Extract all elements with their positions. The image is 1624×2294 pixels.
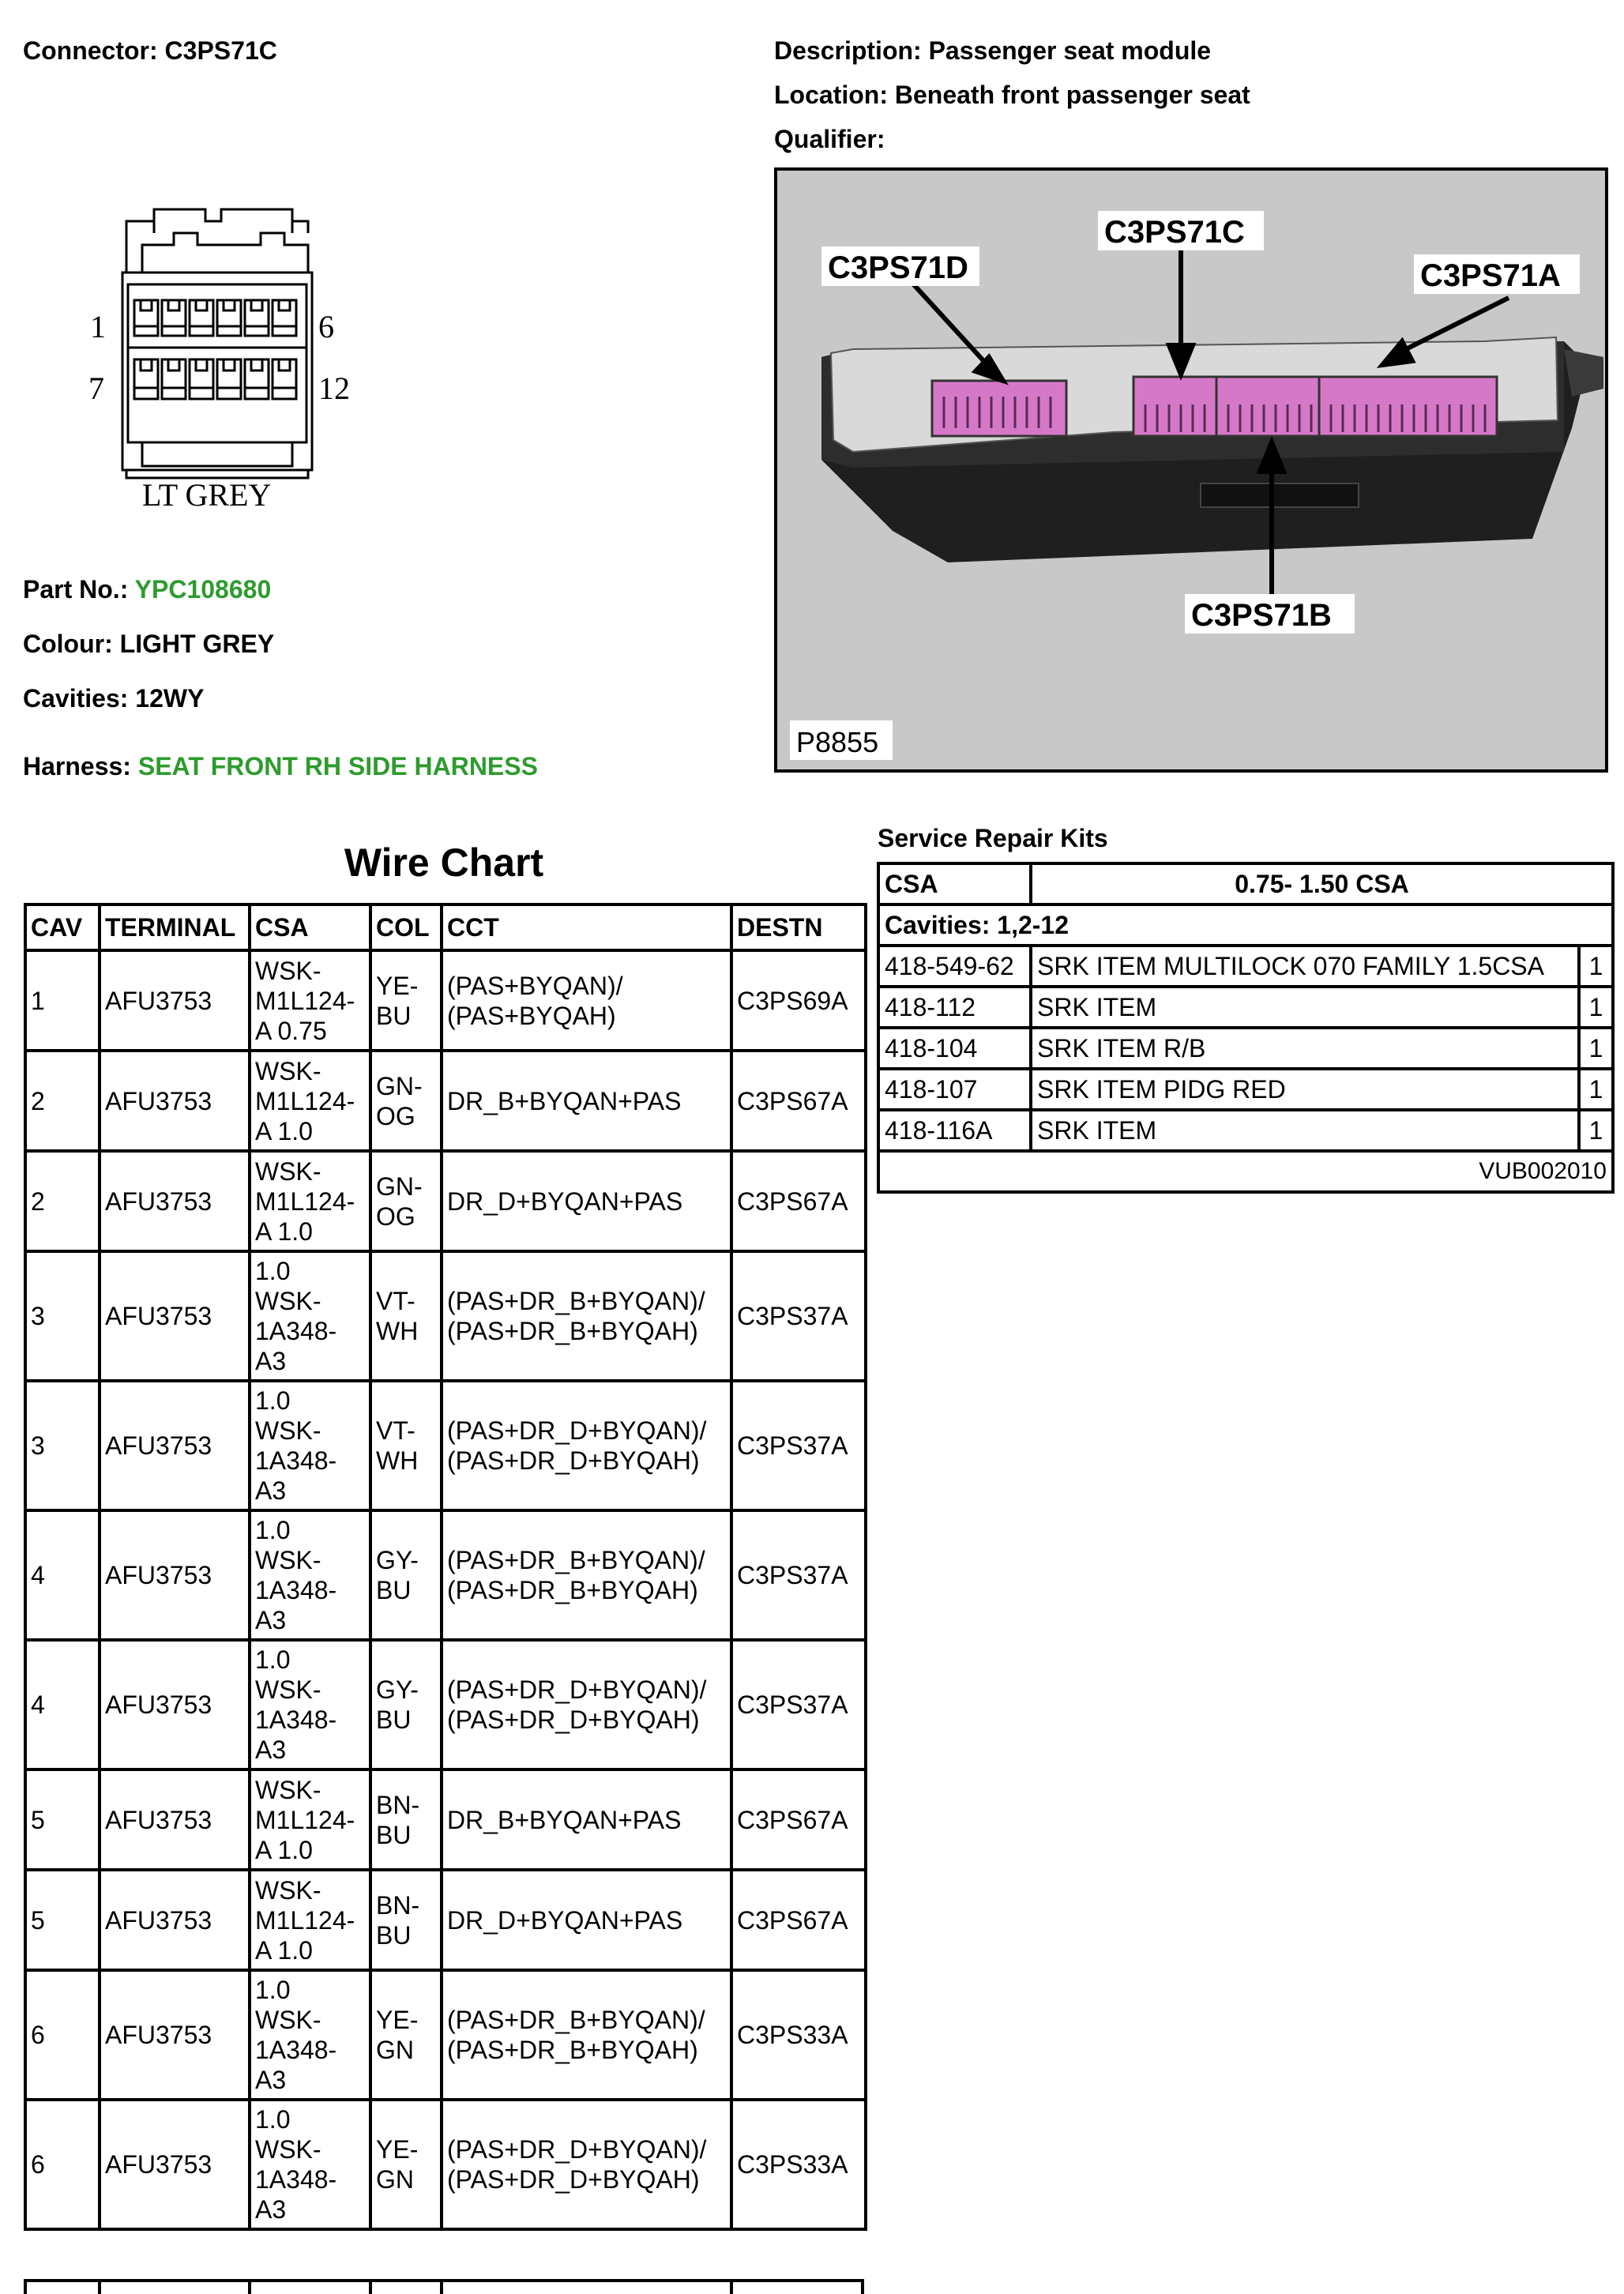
cell-csa-line: M1L124- [255, 986, 355, 1015]
srk-qty: 1 [1579, 1069, 1613, 1110]
location-value: Beneath front passenger seat [894, 81, 1250, 109]
cell-csa-line: 1.0 [255, 1645, 291, 1674]
cell-col-line: BU [376, 1576, 412, 1604]
srk-kit-row [878, 987, 1613, 1028]
cell-cav: 4 [25, 1640, 100, 1769]
cell-col [370, 1381, 442, 1510]
cell-cav: 5 [25, 1870, 100, 1970]
cell-csa-line: 1A348- [255, 2165, 337, 2194]
table-row [25, 1251, 866, 1381]
cell-cct-line: (PAS+DR_B+BYQAN)/ [447, 2006, 705, 2034]
cell-col [370, 1510, 442, 1640]
cell-col [370, 1051, 442, 1151]
table-row [25, 1381, 866, 1510]
cell-csa-line: WSK- [255, 2135, 321, 2164]
cell-cct-line: (PAS+DR_D+BYQAH) [447, 1705, 700, 1734]
cell-cct [442, 1251, 731, 1381]
cell-cct-line: (PAS+BYQAN)/ [447, 971, 623, 1000]
cell-csa-line: 1A348- [255, 2036, 337, 2064]
cell-csa-line: 1.0 [255, 2105, 291, 2134]
cell-csa-line: A 0.75 [255, 1016, 327, 1045]
cell-col-line: GY- [376, 1546, 419, 1574]
cell-terminal: AFU3753 [100, 1381, 250, 1510]
cell-cct [442, 1870, 731, 1970]
cell-csa-line: A3 [255, 2066, 287, 2094]
cell-cct-line: (PAS+BYQAH) [447, 1001, 616, 1030]
cell-cct-line: (PAS+DR_D+BYQAH) [447, 1446, 700, 1475]
table-row [25, 1151, 866, 1251]
connector-d [932, 381, 1066, 436]
cell-cct-line: (PAS+DR_D+BYQAN)/ [447, 2135, 707, 2164]
qualifier-label: Qualifier: [774, 125, 885, 153]
cell-destn: C3PS33A [731, 1970, 866, 2100]
cell-destn: C3PS37A [731, 1251, 866, 1381]
cell-csa-line: WSK- [255, 1775, 321, 1804]
cell-col-line: BU [376, 1705, 412, 1734]
srk-desc: SRK ITEM PIDG RED [1031, 1069, 1579, 1110]
cell-csa-line: A3 [255, 1736, 287, 1764]
cell-terminal: AFU3753 [100, 1251, 250, 1381]
callout-c3ps71a: C3PS71A [1420, 258, 1561, 293]
col-header-cav: CAV [25, 904, 100, 950]
cell-cct-line: (PAS+DR_B+BYQAH) [447, 1317, 698, 1345]
colour-label: Colour: [23, 630, 113, 658]
col-header-csa: CSA [250, 904, 370, 950]
cell-col-line: VT- [376, 1416, 415, 1445]
pin-label-1: 1 [90, 309, 106, 344]
pin-label-7: 7 [88, 370, 104, 406]
cell-csa-line: 1.0 [255, 1516, 291, 1544]
cell-csa [250, 950, 370, 1051]
cell-destn: C3PS37A [731, 1510, 866, 1640]
cell-destn: C3PS67A [731, 1051, 866, 1151]
cell-csa-line: A 1.0 [255, 1835, 313, 1864]
pin-label-6: 6 [318, 309, 334, 344]
cell-csa-line: M1L124- [255, 1086, 355, 1115]
cell-col-line: BU [376, 1820, 412, 1849]
cell-csa-line: M1L124- [255, 1905, 355, 1935]
cell-col [370, 950, 442, 1051]
cell-cav: 4 [25, 1510, 100, 1640]
cell-csa-line: 1A348- [255, 1317, 337, 1345]
cell-csa-line: WSK- [255, 1287, 321, 1315]
cell-csa-line: A3 [255, 2195, 287, 2224]
cell-csa [250, 1769, 370, 1870]
cell-cct [442, 1051, 731, 1151]
cell-cct [442, 950, 731, 1051]
srk-desc: SRK ITEM MULTILOCK 070 FAMILY 1.5CSA [1031, 946, 1579, 987]
cell-cav: 6 [25, 1970, 100, 2100]
cell-cav: 5 [25, 1769, 100, 1870]
cell-cav: 1 [25, 950, 100, 1051]
cell-col [370, 1640, 442, 1769]
cell-csa [250, 1970, 370, 2100]
cavities-line [23, 684, 204, 713]
cell-csa-line: A3 [255, 1606, 287, 1634]
cell-col [370, 1769, 442, 1870]
cell-terminal: AFU3753 [100, 950, 250, 1051]
cell-csa-line: WSK- [255, 1156, 321, 1186]
cell-cct-line: (PAS+DR_D+BYQAN)/ [447, 1416, 707, 1445]
srk-csa-row [878, 863, 1613, 904]
cell-csa [250, 1510, 370, 1640]
cell-col-line: GN- [376, 1171, 423, 1201]
cell-col [370, 2100, 442, 2229]
cell-cct-line: (PAS+DR_B+BYQAN)/ [447, 1287, 705, 1315]
srk-reference-row [878, 1151, 1613, 1192]
cell-csa [250, 1151, 370, 1251]
cell-col-line: GY- [376, 1675, 419, 1704]
cell-terminal: AFU3753 [100, 1640, 250, 1769]
cavities-value: 12WY [135, 684, 205, 713]
cell-cav: 6 [25, 2100, 100, 2229]
srk-part: 418-116A [878, 1110, 1031, 1151]
cell-cct-line: DR_D+BYQAN+PAS [447, 1186, 683, 1216]
connector-bca [1133, 377, 1497, 436]
cell-destn: C3PS67A [731, 1151, 866, 1251]
location-line [774, 81, 1250, 110]
cell-cct [442, 2100, 731, 2229]
cell-col-line: YE- [376, 971, 419, 1000]
cell-col-line: YE- [376, 2006, 419, 2034]
cell-csa-line: 1.0 [255, 1976, 291, 2004]
cell-cav: 2 [25, 1051, 100, 1151]
cell-col-line: GN [376, 2165, 414, 2194]
callout-c3ps71d: C3PS71D [828, 250, 968, 285]
colour-line [23, 630, 274, 659]
location-image [774, 167, 1608, 773]
cell-destn: C3PS37A [731, 1640, 866, 1769]
cell-csa-line: WSK- [255, 1546, 321, 1574]
table-row [25, 1051, 866, 1151]
cell-destn: C3PS67A [731, 1870, 866, 1970]
description-label: Description: [774, 36, 922, 65]
srk-part: 418-549-62 [878, 946, 1031, 987]
cell-csa-line: 1A348- [255, 1446, 337, 1475]
cell-col-line: BN- [376, 1890, 420, 1920]
srk-csa-label: CSA [878, 863, 1031, 904]
cell-terminal: AFU3753 [100, 1510, 250, 1640]
cell-csa-line: A 1.0 [255, 1935, 313, 1965]
harness-line [23, 752, 538, 781]
cell-destn: C3PS37A [731, 1381, 866, 1510]
cell-col-line: OG [376, 1101, 415, 1130]
wire-chart-table [24, 903, 867, 2231]
cell-cct-line: (PAS+DR_D+BYQAH) [447, 2165, 700, 2194]
cell-cct [442, 1510, 731, 1640]
cell-csa-line: 1.0 [255, 1386, 291, 1415]
cell-cct-line: (PAS+DR_B+BYQAN)/ [447, 1546, 705, 1574]
srk-qty: 1 [1579, 946, 1613, 987]
table-row [25, 1510, 866, 1640]
wire-chart-header-row [25, 904, 866, 950]
cell-csa-line: WSK- [255, 1056, 321, 1085]
srk-desc: SRK ITEM [1031, 1110, 1579, 1151]
cell-cct [442, 1769, 731, 1870]
cell-cav: 3 [25, 1251, 100, 1381]
cell-cav: 3 [25, 1381, 100, 1510]
callout-c3ps71b: C3PS71B [1191, 598, 1332, 633]
cell-terminal: AFU3753 [100, 2100, 250, 2229]
cell-csa-line: WSK- [255, 1675, 321, 1704]
cell-col-line: WH [376, 1317, 419, 1345]
connector-label: Connector: [23, 36, 158, 65]
cell-csa-line: WSK- [255, 1416, 321, 1445]
srk-qty: 1 [1579, 1028, 1613, 1069]
cell-col-line: YE- [376, 2135, 419, 2164]
connector-face-drawing [79, 201, 379, 517]
srk-kit-row [878, 1069, 1613, 1110]
cell-cct [442, 1151, 731, 1251]
table-row [25, 1769, 866, 1870]
cell-csa-line: M1L124- [255, 1805, 355, 1834]
connector-line [23, 36, 277, 66]
pin-label-12: 12 [318, 370, 350, 406]
table-row [25, 1970, 866, 2100]
cell-col [370, 1151, 442, 1251]
cell-col-line: OG [376, 1202, 415, 1231]
cell-csa-line: A3 [255, 1476, 287, 1505]
connector-value: C3PS71C [164, 36, 277, 65]
srk-qty: 1 [1579, 1110, 1613, 1151]
cell-destn: C3PS67A [731, 1769, 866, 1870]
col-header-destn: DESTN [731, 904, 866, 950]
part-no-line [23, 575, 271, 604]
cell-csa-line: 1A348- [255, 1705, 337, 1734]
srk-desc: SRK ITEM R/B [1031, 1028, 1579, 1069]
cell-col [370, 1970, 442, 2100]
srk-kit-row [878, 1110, 1613, 1151]
description-value: Passenger seat module [928, 36, 1212, 65]
cell-col-line: BN- [376, 1790, 420, 1819]
location-label: Location: [774, 81, 888, 109]
qualifier-line [774, 125, 885, 154]
srk-kit-row [878, 946, 1613, 987]
cell-csa [250, 2100, 370, 2229]
srk-title: Service Repair Kits [878, 824, 1108, 852]
cell-csa-line: WSK- [255, 956, 321, 985]
cell-cct-line: DR_B+BYQAN+PAS [447, 1086, 682, 1115]
cell-cct-line: (PAS+DR_B+BYQAH) [447, 2036, 698, 2064]
srk-reference: VUB002010 [878, 1151, 1613, 1192]
description-line [774, 36, 1211, 66]
srk-csa-value: 0.75- 1.50 CSA [1031, 863, 1613, 904]
cell-csa-line: WSK- [255, 1875, 321, 1905]
cell-col-line: BU [376, 1920, 412, 1950]
cell-col-line: GN- [376, 1071, 423, 1100]
srk-qty: 1 [1579, 987, 1613, 1028]
callout-c3ps71c: C3PS71C [1104, 215, 1245, 250]
col-header-cct: CCT [442, 904, 731, 950]
cell-csa-line: 1.0 [255, 1257, 291, 1285]
cell-col-line: GN [376, 2036, 414, 2064]
srk-cavities: Cavities: 1,2-12 [878, 904, 1613, 946]
cell-csa-line: A 1.0 [255, 1217, 313, 1246]
wire-chart-continuation [24, 2279, 864, 2294]
cell-cct [442, 1640, 731, 1769]
srk-cavities-row [878, 904, 1613, 946]
connector-colour-text: LT GREY [142, 477, 272, 513]
cell-csa [250, 1381, 370, 1510]
cell-col-line: WH [376, 1446, 419, 1475]
cell-col-line: VT- [376, 1287, 415, 1315]
srk-desc: SRK ITEM [1031, 987, 1579, 1028]
cell-col-line: BU [376, 1001, 412, 1030]
image-reference: P8855 [796, 726, 879, 758]
cell-terminal: AFU3753 [100, 1051, 250, 1151]
cavities-label: Cavities: [23, 684, 129, 713]
cell-cct-line: DR_B+BYQAN+PAS [447, 1805, 682, 1834]
part-no-link[interactable]: YPC108680 [134, 575, 272, 604]
cell-cct [442, 1381, 731, 1510]
cell-terminal: AFU3753 [100, 1769, 250, 1870]
cell-terminal: AFU3753 [100, 1151, 250, 1251]
cell-csa [250, 1870, 370, 1970]
cell-terminal: AFU3753 [100, 1970, 250, 2100]
cell-cav: 2 [25, 1151, 100, 1251]
srk-part: 418-112 [878, 987, 1031, 1028]
cell-cct-line: (PAS+DR_B+BYQAH) [447, 1576, 698, 1604]
table-row [25, 1640, 866, 1769]
wire-chart-title: Wire Chart [344, 841, 544, 885]
cell-destn: C3PS33A [731, 2100, 866, 2229]
cell-csa [250, 1640, 370, 1769]
table-row [25, 2100, 866, 2229]
cell-destn: C3PS69A [731, 950, 866, 1051]
table-row [25, 1870, 866, 1970]
srk-part: 418-104 [878, 1028, 1031, 1069]
harness-label: Harness: [23, 752, 131, 780]
cell-csa [250, 1051, 370, 1151]
srk-table [877, 862, 1615, 1194]
cell-csa-line: WSK- [255, 2006, 321, 2034]
table-row [25, 950, 866, 1051]
srk-part: 418-107 [878, 1069, 1031, 1110]
cell-cct-line: DR_D+BYQAN+PAS [447, 1905, 683, 1935]
cell-csa-line: A 1.0 [255, 1116, 313, 1145]
col-header-col: COL [370, 904, 442, 950]
cell-cct-line: (PAS+DR_D+BYQAN)/ [447, 1675, 707, 1704]
harness-link[interactable]: SEAT FRONT RH SIDE HARNESS [137, 752, 538, 780]
cell-terminal: AFU3753 [100, 1870, 250, 1970]
cell-csa [250, 1251, 370, 1381]
cell-cct [442, 1970, 731, 2100]
srk-kit-row [878, 1028, 1613, 1069]
cell-col [370, 1870, 442, 1970]
cell-csa-line: M1L124- [255, 1186, 355, 1216]
col-header-terminal: TERMINAL [100, 904, 250, 950]
cell-col [370, 1251, 442, 1381]
colour-value: LIGHT GREY [119, 630, 275, 658]
cell-csa-line: 1A348- [255, 1576, 337, 1604]
part-no-label: Part No.: [23, 575, 129, 604]
cell-csa-line: A3 [255, 1347, 287, 1375]
